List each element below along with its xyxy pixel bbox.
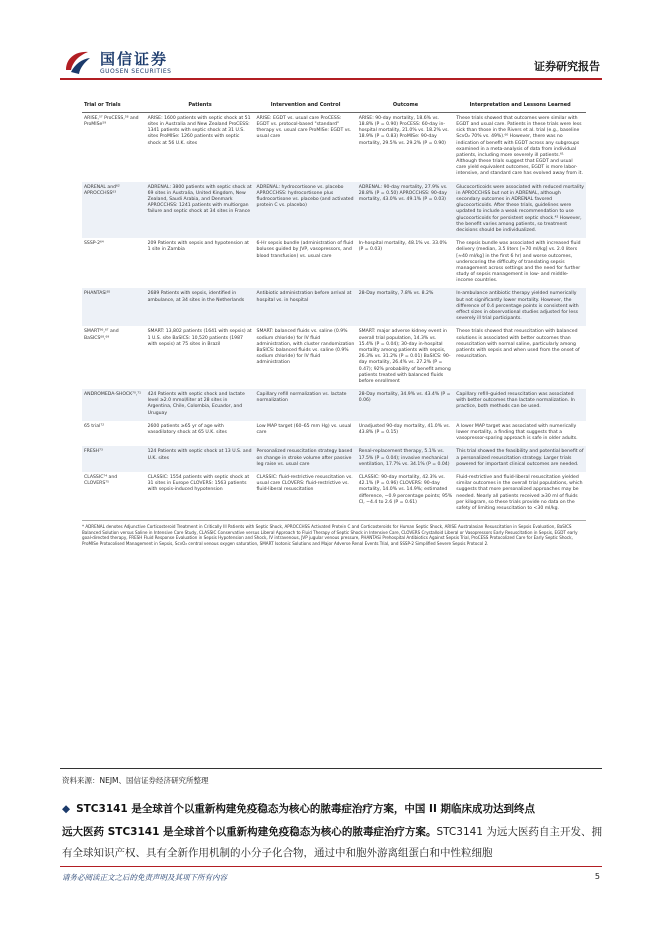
footer-divider bbox=[60, 866, 602, 867]
table-cell-patients: ARISE: 1600 patients with septic shock at 51 sites in Australia and New Zealand ProCESS: 1341 patients with septic shock at 31 U.S. sites ProMISe: 1260 patients with septic shock at 56 U.K. sites bbox=[147, 115, 251, 146]
table-row bbox=[82, 112, 586, 181]
guosen-logo-icon bbox=[62, 48, 92, 76]
table-cell-intervention: Capillary refill normalization vs. lactate normalization bbox=[255, 389, 357, 421]
header-divider bbox=[60, 78, 602, 80]
table-row bbox=[82, 238, 586, 288]
table-cell-trial: CLASSIC⁷⁴ and CLOVERS⁷⁵ bbox=[84, 474, 118, 487]
table-cell-interpretation: Glucocorticoids were associated with reduced mortality in APROCCHSS but not in ADRENAL, although secondary outcomes in ADRENAL favored glucocorticoids. After these trials, guidelines were updated to include a weak recommendation to use glucocorticoids for persistent septic shock.⁴² However, the benefit varies among patients, so treatment decisions should be individualized. bbox=[454, 182, 586, 239]
table-cell-patients: ADRENAL: 3800 patients with septic shock at 69 sites in Australia, United Kingdom, New Zealand, Saudi Arabia, and Denmark APROCCHSS: 1241 patients with multiorgan failure and septic shock at 34 sites in France bbox=[146, 182, 255, 239]
table-row bbox=[82, 182, 586, 239]
table-row bbox=[82, 421, 586, 447]
table-cell-interpretation: Fluid-restrictive and fluid-liberal resuscitation yielded similar outcomes in the overall trial populations, which suggests that more personalized approaches may be needed. Nearly all patients received ≥30 ml of fluids per kilogram, so these trials provide no data on the safety of limiting resuscitation to <30 ml/kg. bbox=[456, 474, 583, 511]
table-cell-trial: ANDROMEDA-SHOCK⁷⁰,⁷¹ bbox=[82, 389, 146, 421]
column-header: Trial or Trials bbox=[82, 100, 146, 112]
table-cell-intervention: Low MAP target (60–65 mm Hg) vs. usual care bbox=[256, 423, 352, 435]
page-header bbox=[0, 0, 662, 78]
table-cell-outcome: In-hospital mortality, 48.1% vs. 33.0% (P = 0.03) bbox=[358, 241, 447, 253]
table-cell-trial: ADRENAL and⁶² APROCCHSS⁶³ bbox=[82, 182, 146, 239]
table-cell-outcome: ADRENAL: 90-day mortality, 27.9% vs. 28.8% (P = 0.50) APROCCHSS: 90-day mortality, 43.0% vs. 49.1% (P = 0.03) bbox=[357, 182, 455, 239]
section-heading-text: STC3141 是全球首个以重新构建免疫稳态为核心的脓毒症治疗方案，中国 II 期临床成功达到终点 bbox=[76, 803, 536, 815]
column-header: Interpretation and Lessons Learned bbox=[454, 100, 586, 112]
table-cell-patients: 209 Patients with sepsis and hypotension at 1 site in Zambia bbox=[147, 241, 249, 253]
table-cell-outcome: CLASSIC: 90-day mortality, 42.3% vs. 42.1% (P = 0.96) CLOVERS: 90-day mortality, 14.0% vs. 14.9%; estimated difference, −0.9 percentage points; 95% CI, −4.4 to 2.6 (P = 0.61) bbox=[358, 474, 453, 505]
table-cell-intervention: CLASSIC: fluid-restrictive resuscitation vs. usual care CLOVERS: fluid-restrictive vs. fluid-liberal resuscitation bbox=[256, 474, 353, 493]
table-cell-outcome: ARISE: 90-day mortality, 18.6% vs. 18.8% (P = 0.90) ProCESS: 60-day in-hospital mortality, 21.0% vs. 18.2% vs. 18.9% (P = 0.83) ProMISe: 90-day mortality, 29.5% vs. 29.2% (P = 0.90) bbox=[358, 115, 449, 146]
table-cell-trial: FRESH⁷³ bbox=[82, 446, 146, 472]
table-cell-interpretation: In-ambulance antibiotic therapy yielded numerically but not significantly lower mortality. However, the difference of 0.4 percentage points is consistent with effect sizes in observational studies adjusted for less severely ill trial participants. bbox=[454, 288, 586, 326]
table-cell-patients: SMART: 13,802 patients (1641 with sepsis) at 1 U.S. site BaSICS: 10,520 patients (1987 with sepsis) at 75 sites in Brazil bbox=[147, 329, 252, 347]
table-footnote: * ADRENAL denotes Adjunctive Corticosteroid Treatment in Critically Ill Patients with Septic Shock, APROCCHSS Activated Protein C and Corticosteroids for Human Septic Shock, ARISE Australasian Resuscitation in Sepsis Evaluation, BaSICS Balanced Solution versus Saline in Intensive Care Study, CLASSIC Conservative versus Liberal Approach to Fluid Therapy of Septic Shock in Intensive Care, CLOVERS Crystalloid Liberal or Vasopressors Early Resuscitation in Sepsis, EGDT early goal-directed therapy, FRESH Fluid Response Evaluation in Sepsis Hypotension and Shock, IV intravenous, JVP jugular venous pressure, PHANTASi Prehospital Antibiotics Against Sepsis Trial, ProCESS Protocolized Care for Early Septic Shock, ProMISe Protocolised Management in Sepsis, ScvO₂ central venous oxygen saturation, SMART Isotonic Solutions and Major Adverse Renal Events Trial, and SSSP-2 Simplified Severe Sepsis Protocol 2. bbox=[82, 520, 586, 546]
table-cell-trial: SMART⁶⁶,⁶⁷ and BaSICS⁶⁸,⁶⁹ bbox=[84, 329, 119, 341]
brand-name-en: GUOSEN SECURITIES bbox=[100, 68, 172, 75]
table-cell-interpretation: This trial showed the feasibility and potential benefit of a personalized resuscitation strategy. Larger trials powered for important clinical outcomes are needed. bbox=[454, 446, 586, 472]
table-row bbox=[82, 472, 586, 516]
table-cell-patients: CLASSIC: 1554 patients with septic shock at 31 sites in Europe CLOVERS: 1563 patients with sepsis-induced hypotension bbox=[147, 474, 250, 493]
table-cell-outcome: Unadjusted 90-day mortality, 41.0% vs. 43.8% (P = 0.15) bbox=[358, 423, 451, 435]
column-header: Outcome bbox=[357, 100, 455, 112]
table-cell-intervention: SMART: balanced fluids vs. saline (0.9% sodium chloride) for IV fluid administration, with cluster randomization BaSICS: balanced fluids vs. saline (0.9% sodium chloride) for IV fluid administration bbox=[256, 329, 355, 366]
table-cell-outcome: 28-Day mortality, 34.9% vs. 43.4% (P = 0.06) bbox=[357, 389, 455, 421]
table-cell-outcome: SMART: major adverse kidney event in overall trial population, 14.3% vs. 15.4% (P = 0.04); 30-day in-hospital mortality among patients with sepsis, 26.3% vs. 31.2% (P = 0.01) BaSICS: 90-day mortality, 26.4% vs. 27.2% (P = 0.47); 92% probability of benefit among patients treated with balanced fluids before enrollment bbox=[358, 329, 451, 384]
table-cell-trial: PHANTASi⁶⁵ bbox=[82, 288, 146, 326]
table-cell-interpretation: A lower MAP target was associated with numerically lower mortality, a finding that suggests that a vasopressor-sparing approach is safe in older adults. bbox=[456, 423, 578, 442]
table-cell-intervention: ADRENAL: hydrocortisone vs. placebo APROCCHSS: hydrocortisone plus fludrocortisone vs. placebo (and activated protein C vs. placebo) bbox=[255, 182, 357, 239]
table-cell-patients: 124 Patients with septic shock at 13 U.S. and U.K. sites bbox=[146, 446, 255, 472]
table-cell-interpretation: These trials showed that resuscitation with balanced solutions is associated with better outcomes than resuscitation with normal saline, particularly among patients with sepsis and when used from the onset of resuscitation. bbox=[456, 329, 580, 360]
body-paragraph bbox=[62, 822, 602, 864]
table-cell-outcome: Renal-replacement therapy, 5.1% vs. 17.5% (P = 0.04); invasive mechanical ventilation, 17.7% vs. 34.1% (P = 0.04) bbox=[357, 446, 455, 472]
table-body bbox=[82, 112, 586, 516]
table-cell-intervention: Personalized resuscitation strategy based on change in stroke volume after passive leg raise vs. usual care bbox=[255, 446, 357, 472]
paragraph-text: STC3141 为远大医药自主开发、拥有全球知识产权、具有全新作用机制的小分子化合物，通过中和胞外游离组蛋白和中性粒细胞 bbox=[62, 826, 602, 859]
diamond-bullet-icon: ◆ bbox=[62, 803, 71, 815]
column-header: Intervention and Control bbox=[255, 100, 357, 112]
table-header-row bbox=[82, 100, 586, 112]
table-cell-trial: ARISE,⁵⁷ ProCESS,⁵⁸ and ProMISe⁵⁹ bbox=[84, 115, 139, 127]
column-header: Patients bbox=[146, 100, 255, 112]
table-row bbox=[82, 389, 586, 421]
source-divider bbox=[60, 768, 602, 769]
trials-table bbox=[82, 100, 586, 516]
page-number: 5 bbox=[594, 872, 600, 881]
trials-table-figure bbox=[82, 100, 586, 546]
disclaimer-text: 请务必阅读正文之后的免责声明及其项下所有内容 bbox=[62, 873, 227, 882]
table-row bbox=[82, 288, 586, 326]
table-row bbox=[82, 446, 586, 472]
table-row bbox=[82, 326, 586, 389]
table-cell-interpretation: Capillary refill–guided resuscitation was associated with better outcomes than lactate normalization. In practice, both methods can be used. bbox=[454, 389, 586, 421]
table-cell-outcome: 28-Day mortality, 7.8% vs. 8.2% bbox=[357, 288, 455, 326]
table-cell-interpretation: The sepsis bundle was associated with increased fluid delivery (median, 3.5 liters [≈70 ml/kg] vs. 2.0 liters [≈40 ml/kg] in the first 6 hr) and worse outcomes, underscoring the difficulty of translating sepsis management across settings and the need for further study of sepsis management in low- and middle-income countries. bbox=[456, 241, 581, 284]
report-type-label: 证券研究报告 bbox=[534, 60, 600, 73]
table-cell-trial: 65 trial⁷² bbox=[84, 423, 105, 429]
table-cell-patients: 2689 Patients with sepsis, identified in ambulance, at 34 sites in the Netherlands bbox=[146, 288, 255, 326]
table-cell-interpretation: These trials showed that outcomes were similar with EGDT and usual care. Patients in these trials were less sick than those in the Rivers et al. trial (e.g., baseline ScvO₂ 70% vs. 49%).⁶⁰ However, there was no indication of benefit with EGDT across any subgroups examined in a meta-analysis of data from individual patients, including more severely ill patients.⁶¹ Although these trials suggest that EGDT and usual care yield equivalent outcomes, EGDT is more labor-intensive, and standard care has evolved away from it. bbox=[456, 115, 583, 177]
table-cell-intervention: ARISE: EGDT vs. usual care ProCESS: EGDT vs. protocol-based "standard" therapy vs. usual care ProMISe: EGDT vs. usual care bbox=[256, 115, 352, 140]
source-note: 资料来源：NEJM、国信证券经济研究所整理 bbox=[62, 776, 209, 785]
table-cell-patients: 2600 patients ≥65 yr of age with vasodilatory shock at 65 U.K. sites bbox=[147, 423, 227, 435]
brand-name-cn: 国信证券 bbox=[100, 50, 169, 68]
table-cell-intervention: Antibiotic administration before arrival at hospital vs. in hospital bbox=[255, 288, 357, 326]
table-cell-intervention: 6-Hr sepsis bundle (administration of fluid boluses guided by JVP, vasopressors, and blood transfusion) vs. usual care bbox=[256, 241, 354, 259]
paragraph-lead: 远大医药 STC3141 是全球首个以重新构建免疫稳态为核心的脓毒症治疗方案。 bbox=[62, 826, 437, 838]
section-heading bbox=[62, 801, 602, 816]
table-cell-trial: SSSP-2⁶⁴ bbox=[84, 241, 104, 247]
table-cell-patients: 424 Patients with septic shock and lactate level ≥2.0 mmol/liter at 28 sites in Argentina, Chile, Colombia, Ecuador, and Uruguay bbox=[146, 389, 255, 421]
